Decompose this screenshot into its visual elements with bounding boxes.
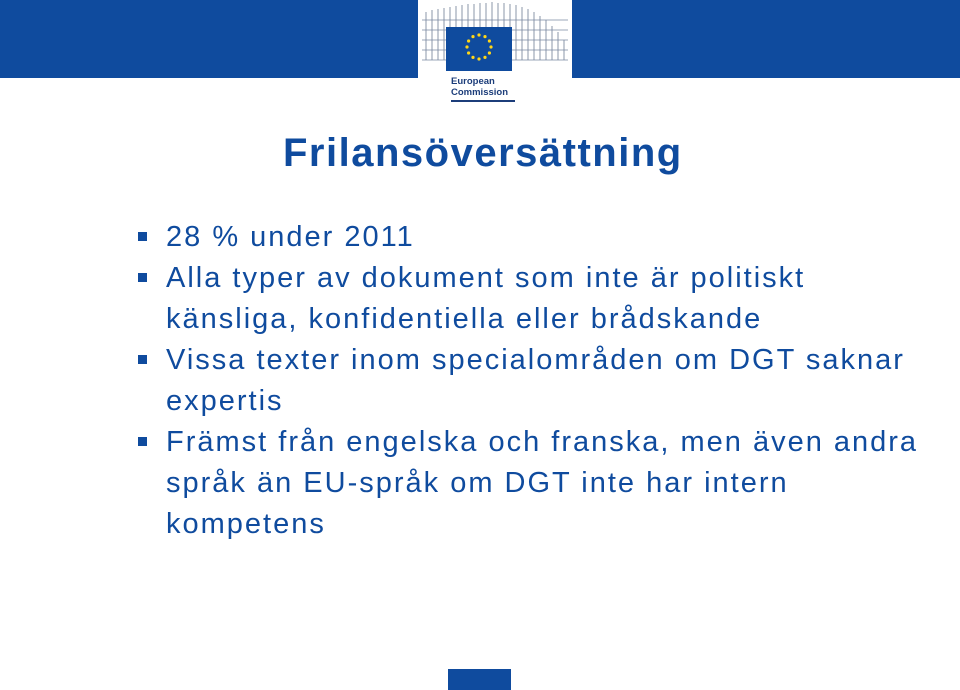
bullet-text: Främst från engelska och franska, men även andra språk än EU-språk om DGT inte har intern kompetens [166, 426, 919, 540]
bullet-list [138, 217, 938, 545]
logo-wordmark [451, 77, 508, 98]
berlaymont-building-icon [418, 0, 572, 80]
bullet-text: 28 % under 2011 [166, 221, 415, 253]
bullet-text: Alla typer av dokument som inte är politiskt känsliga, konfidentiella eller brådskande [166, 262, 806, 335]
square-bullet-icon [138, 437, 147, 446]
square-bullet-icon [138, 273, 147, 282]
bullet-item [138, 340, 938, 422]
footer-block [448, 669, 511, 690]
logo-text-line2: Commission [451, 86, 509, 98]
bullet-text: Vissa texter inom specialområden om DGT saknar expertis [166, 344, 905, 417]
logo-text-line1: European [451, 76, 495, 87]
bullet-item [138, 217, 938, 258]
logo-underline [451, 100, 515, 102]
european-commission-logo [418, 0, 572, 106]
eu-flag-icon [446, 27, 512, 71]
square-bullet-icon [138, 232, 147, 241]
square-bullet-icon [138, 355, 147, 364]
bullet-item [138, 422, 938, 545]
bullet-item [138, 258, 938, 340]
slide-title: Frilansöversättning [283, 131, 683, 175]
